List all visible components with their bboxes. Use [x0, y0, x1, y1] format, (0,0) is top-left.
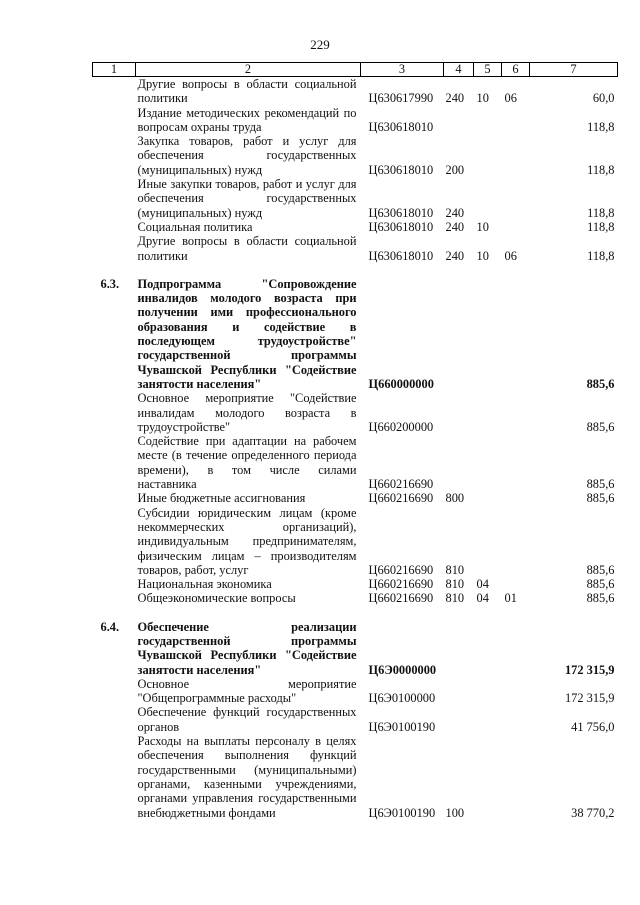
target-article-code-cell: Ц630618010 [368, 219, 434, 234]
table-row [93, 234, 618, 263]
expense-type-code-cell: 800 [445, 491, 465, 506]
section-number-cell [93, 705, 136, 734]
section-number-cell [93, 220, 136, 234]
spacer-row [93, 263, 618, 277]
table-row [93, 77, 618, 106]
section-number-cell [93, 134, 136, 177]
column-header: 2 [136, 63, 361, 77]
subsection-code-cell [502, 620, 530, 677]
section-code-cell [474, 177, 502, 220]
section-code-cell: 10 [476, 248, 489, 263]
subsection-code-cell [502, 705, 530, 734]
section-number-cell [93, 734, 136, 820]
section-code-cell [474, 391, 502, 434]
subsection-code-cell [502, 134, 530, 177]
target-article-code-cell: Ц630617990 [368, 91, 434, 106]
section-code-cell [474, 434, 502, 491]
item-name-cell: Закупка товаров, работ и услуг для обеспечения государственных (муниципальных) нужд [137, 134, 357, 177]
target-article-code-cell: Ц660216690 [368, 491, 434, 506]
section-code-cell [474, 677, 502, 706]
table-row [93, 734, 618, 820]
table-row [93, 106, 618, 135]
section-number-cell [93, 434, 136, 491]
item-name-cell: Социальная политика [137, 219, 253, 234]
table-row [93, 134, 618, 177]
amount-cell: 41 756,0 [571, 719, 615, 734]
spacer-cell [93, 263, 618, 277]
expense-type-code-cell: 810 [445, 591, 465, 606]
target-article-code-cell: Ц660216690 [368, 591, 434, 606]
table-row [93, 491, 618, 505]
target-article-code-cell: Ц660216690 [368, 562, 434, 577]
expense-type-code-cell: 240 [445, 91, 465, 106]
column-number-header [93, 63, 618, 77]
amount-cell: 60,0 [592, 91, 615, 106]
subsection-code-cell [502, 277, 530, 391]
subsection-code-cell [502, 577, 530, 591]
amount-cell: 38 770,2 [571, 805, 615, 820]
table-row-subprogram [93, 277, 618, 391]
expense-type-code-cell: 200 [445, 162, 465, 177]
section-code-cell [474, 106, 502, 135]
section-code-cell [474, 491, 502, 505]
amount-cell: 885,6 [586, 562, 615, 577]
column-header: 3 [361, 63, 444, 77]
subsection-code-cell [502, 734, 530, 820]
expense-type-code-cell [444, 106, 474, 135]
amount-cell: 885,6 [586, 419, 615, 434]
target-article-code-cell: Ц630618010 [368, 205, 434, 220]
spacer-row [93, 606, 618, 620]
section-number-cell [93, 234, 136, 263]
section-code-cell [474, 620, 502, 677]
expense-type-code-cell [444, 620, 474, 677]
subsection-code-cell: 06 [504, 248, 517, 263]
column-header: 4 [444, 63, 474, 77]
column-header: 6 [502, 63, 530, 77]
section-code-cell [474, 705, 502, 734]
subsection-code-cell [502, 106, 530, 135]
item-name-cell: Национальная экономика [137, 577, 272, 592]
amount-cell: 885,6 [586, 577, 615, 592]
item-name-cell: Общеэкономические вопросы [137, 591, 296, 606]
expense-type-code-cell [444, 434, 474, 491]
amount-cell: 118,8 [587, 119, 615, 134]
target-article-code-cell: Ц660000000 [368, 376, 434, 391]
item-name-cell: Обеспечение функций государственных органов [137, 705, 357, 734]
section-code-cell: 04 [476, 591, 489, 606]
amount-cell: 118,8 [587, 248, 615, 263]
item-name-cell: Подпрограмма "Сопровождение инвалидов молодого возраста при получении ими профессионального образования и содействие в последующем трудоустройстве" государственной программы Чувашской Республики "Содействие занятости населения" [137, 276, 357, 391]
expense-type-code-cell [444, 677, 474, 706]
table-row [93, 220, 618, 234]
item-name-cell: Содействие при адаптации на рабочем месте (в течение определенного периода времени), в том числе силами наставника [137, 434, 357, 492]
amount-cell: 118,8 [587, 162, 615, 177]
expense-type-code-cell: 810 [445, 577, 465, 592]
table-row [93, 677, 618, 706]
section-code-cell [474, 506, 502, 577]
budget-table [92, 62, 618, 820]
amount-cell: 172 315,9 [564, 691, 615, 706]
section-number-cell [93, 106, 136, 135]
page-number: 229 [310, 37, 330, 52]
section-code-cell: 04 [476, 577, 489, 592]
expense-type-code-cell: 240 [445, 248, 465, 263]
target-article-code-cell: Ц6Э0100190 [368, 719, 436, 734]
subsection-code-cell: 01 [504, 591, 517, 606]
expense-type-code-cell: 240 [445, 205, 465, 220]
subsection-code-cell [502, 220, 530, 234]
section-number-cell [93, 677, 136, 706]
section-number-cell [93, 577, 136, 591]
target-article-code-cell: Ц630618010 [368, 248, 434, 263]
target-article-code-cell: Ц630618010 [368, 119, 434, 134]
item-name-cell: Иные закупки товаров, работ и услуг для обеспечения государственных (муниципальных) нужд [137, 177, 357, 220]
target-article-code-cell: Ц660216690 [368, 577, 434, 592]
table-row-subprogram [93, 620, 618, 677]
target-article-code-cell: Ц660200000 [368, 419, 434, 434]
section-number-cell [93, 77, 136, 106]
subsection-code-cell [502, 434, 530, 491]
amount-cell: 118,8 [587, 219, 615, 234]
section-number-cell: 6.3. [100, 276, 120, 291]
table-row [93, 434, 618, 491]
target-article-code-cell: Ц6Э0100190 [368, 805, 436, 820]
section-number-cell [93, 391, 136, 434]
target-article-code-cell: Ц660216690 [368, 477, 434, 492]
table-row [93, 506, 618, 577]
section-code-cell [474, 277, 502, 391]
section-number-cell [93, 491, 136, 505]
amount-cell: 172 315,9 [564, 662, 615, 677]
item-name-cell: Обеспечение реализации государственной программы Чувашской Республики "Содействие занятости населения" [137, 619, 357, 677]
subsection-code-cell: 06 [504, 91, 517, 106]
item-name-cell: Другие вопросы в области социальной политики [137, 77, 357, 106]
spacer-cell [93, 606, 618, 620]
subsection-code-cell [502, 491, 530, 505]
table-body [93, 77, 618, 820]
column-header: 7 [530, 63, 618, 77]
amount-cell: 885,6 [586, 591, 615, 606]
expense-type-code-cell [444, 705, 474, 734]
section-code-cell: 10 [476, 219, 489, 234]
item-name-cell: Издание методических рекомендаций по вопросам охраны труда [137, 105, 357, 134]
section-code-cell [474, 134, 502, 177]
section-number-cell: 6.4. [100, 619, 120, 634]
target-article-code-cell: Ц6Э0000000 [368, 662, 437, 677]
column-header: 5 [474, 63, 502, 77]
section-code-cell [474, 734, 502, 820]
table-row [93, 391, 618, 434]
section-code-cell: 10 [476, 91, 489, 106]
subsection-code-cell [502, 391, 530, 434]
column-header: 1 [93, 63, 136, 77]
subsection-code-cell [502, 506, 530, 577]
amount-cell: 885,6 [586, 477, 615, 492]
item-name-cell: Иные бюджетные ассигнования [137, 491, 306, 506]
section-number-cell [93, 177, 136, 220]
expense-type-code-cell: 100 [445, 805, 465, 820]
target-article-code-cell: Ц630618010 [368, 162, 434, 177]
subsection-code-cell [502, 177, 530, 220]
item-name-cell: Расходы на выплаты персоналу в целях обеспечения выполнения функций государственными (муниципальными) органами, казенными учреждениями, органами управления государственными внебюджетными фондами [137, 734, 357, 820]
item-name-cell: Другие вопросы в области социальной политики [137, 234, 357, 263]
expense-type-code-cell [444, 277, 474, 391]
amount-cell: 885,6 [586, 491, 615, 506]
amount-cell: 118,8 [587, 205, 615, 220]
amount-cell: 885,6 [586, 376, 615, 391]
section-number-cell [93, 591, 136, 605]
target-article-code-cell: Ц6Э0100000 [368, 691, 436, 706]
table-row [93, 177, 618, 220]
subsection-code-cell [502, 677, 530, 706]
table-row [93, 705, 618, 734]
section-number-cell [93, 506, 136, 577]
table-row [93, 577, 618, 591]
expense-type-code-cell [444, 391, 474, 434]
item-name-cell: Субсидии юридическим лицам (кроме некоммерческих организаций), индивидуальным предпринимателям, физическим лицам – производителям товаров, работ, услуг [137, 505, 357, 577]
item-name-cell: Основное мероприятие "Содействие инвалидам молодого возраста в трудоустройстве" [137, 391, 357, 434]
table-row [93, 591, 618, 605]
expense-type-code-cell: 240 [445, 219, 465, 234]
expense-type-code-cell: 810 [445, 562, 465, 577]
item-name-cell: Основное мероприятие "Общепрограммные расходы" [137, 676, 357, 706]
